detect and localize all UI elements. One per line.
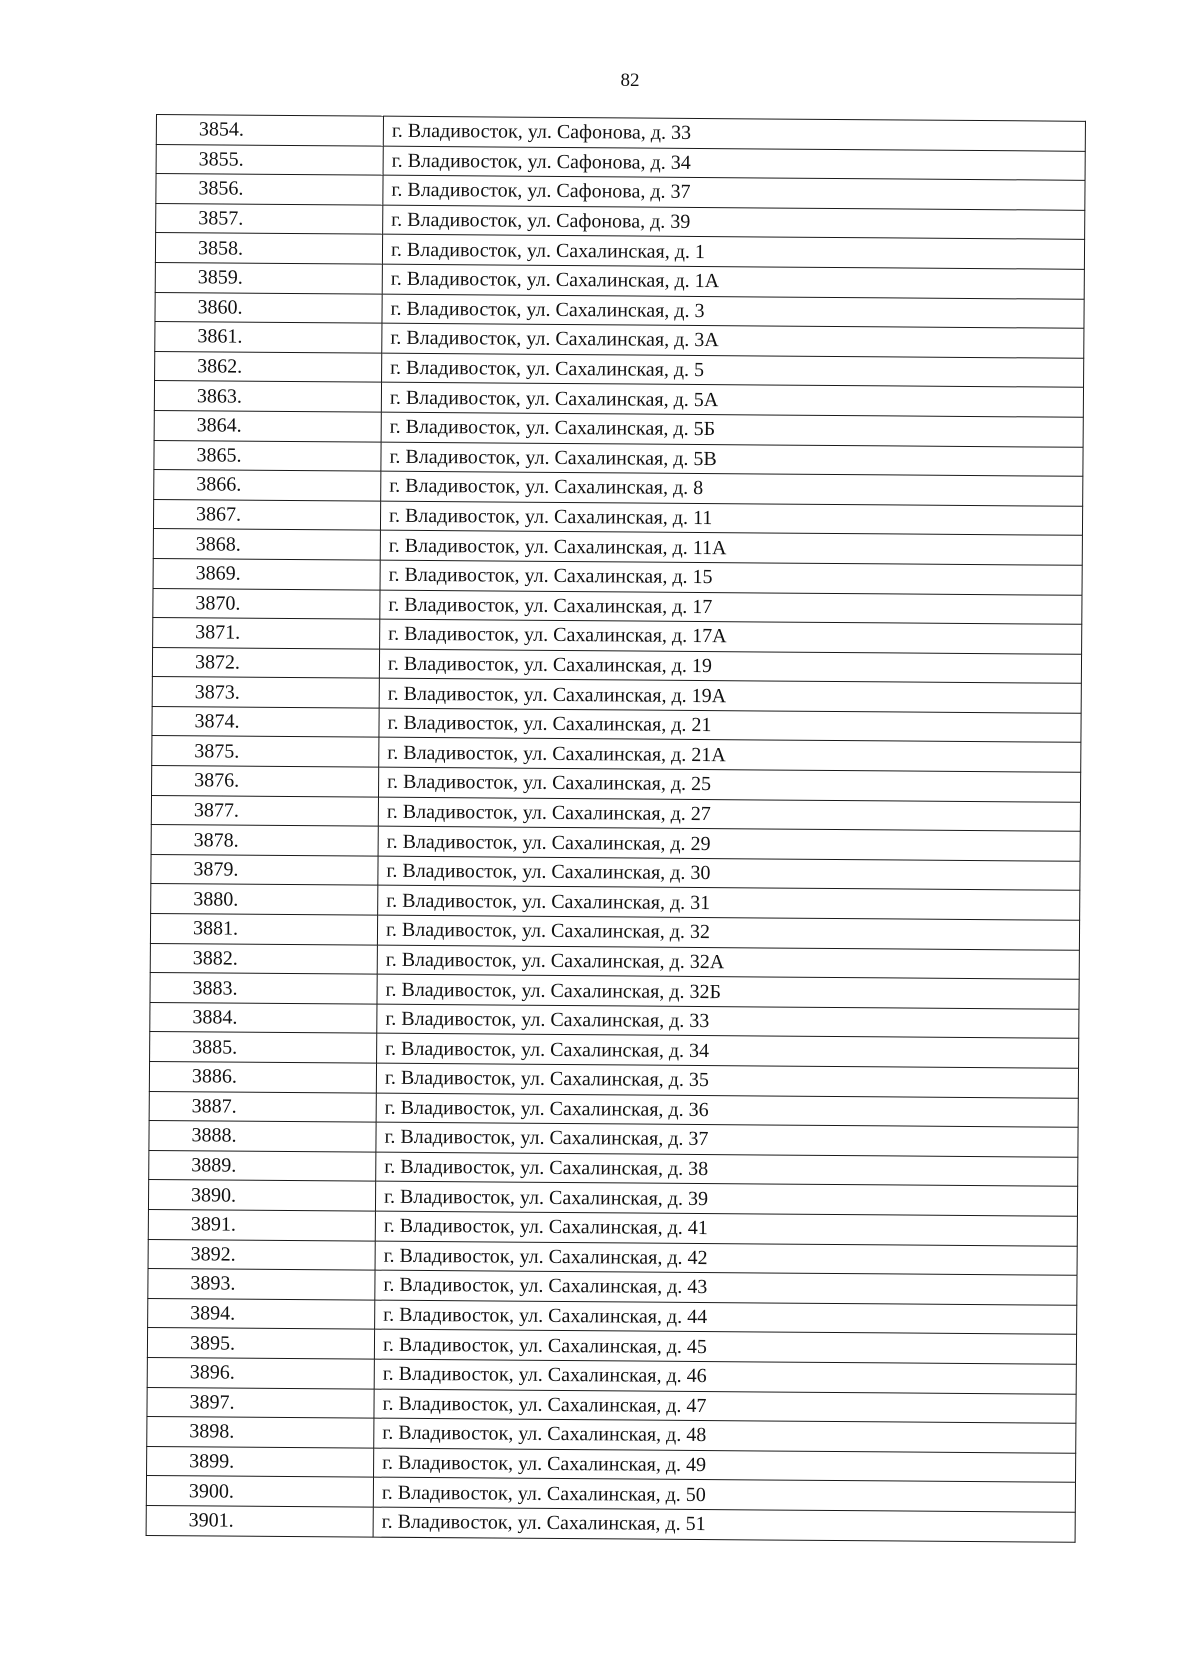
address-cell: г. Владивосток, ул. Сахалинская, д. 1 xyxy=(382,235,1084,270)
address-cell: г. Владивосток, ул. Сахалинская, д. 35 xyxy=(376,1063,1078,1098)
address-cell: г. Владивосток, ул. Сафонова, д. 33 xyxy=(383,116,1085,151)
address-cell: г. Владивосток, ул. Сахалинская, д. 11 xyxy=(380,501,1082,536)
row-number: 3873. xyxy=(152,677,379,708)
address-cell: г. Владивосток, ул. Сахалинская, д. 21А xyxy=(379,738,1081,773)
address-cell: г. Владивосток, ул. Сахалинская, д. 37 xyxy=(376,1122,1078,1157)
row-number: 3855. xyxy=(156,144,383,175)
row-number: 3891. xyxy=(148,1209,375,1240)
address-cell: г. Владивосток, ул. Сахалинская, д. 5 xyxy=(382,353,1084,388)
address-cell: г. Владивосток, ул. Сахалинская, д. 30 xyxy=(378,856,1080,891)
address-cell: г. Владивосток, ул. Сахалинская, д. 46 xyxy=(374,1359,1076,1394)
row-number: 3890. xyxy=(148,1180,375,1211)
row-number: 3868. xyxy=(153,529,380,560)
address-cell: г. Владивосток, ул. Сахалинская, д. 17 xyxy=(380,590,1082,625)
row-number: 3863. xyxy=(154,381,381,412)
address-cell: г. Владивосток, ул. Сахалинская, д. 15 xyxy=(380,560,1082,595)
address-cell: г. Владивосток, ул. Сахалинская, д. 44 xyxy=(375,1300,1077,1335)
row-number: 3870. xyxy=(153,588,380,619)
address-cell: г. Владивосток, ул. Сахалинская, д. 32 xyxy=(377,915,1079,950)
row-number: 3862. xyxy=(155,351,382,382)
address-cell: г. Владивосток, ул. Сахалинская, д. 25 xyxy=(379,767,1081,802)
row-number: 3881. xyxy=(150,914,377,945)
row-number: 3877. xyxy=(151,795,378,826)
address-cell: г. Владивосток, ул. Сахалинская, д. 34 xyxy=(377,1034,1079,1069)
address-cell: г. Владивосток, ул. Сахалинская, д. 38 xyxy=(376,1152,1078,1187)
row-number: 3880. xyxy=(151,884,378,915)
row-number: 3889. xyxy=(149,1150,376,1181)
row-number: 3875. xyxy=(152,736,379,767)
row-number: 3871. xyxy=(153,618,380,649)
row-number: 3866. xyxy=(154,470,381,501)
address-cell: г. Владивосток, ул. Сахалинская, д. 51 xyxy=(373,1507,1075,1542)
address-cell: г. Владивосток, ул. Сахалинская, д. 31 xyxy=(378,886,1080,921)
address-cell: г. Владивосток, ул. Сахалинская, д. 33 xyxy=(377,1004,1079,1039)
address-cell: г. Владивосток, ул. Сахалинская, д. 50 xyxy=(373,1477,1075,1512)
address-cell: г. Владивосток, ул. Сахалинская, д. 41 xyxy=(375,1211,1077,1246)
address-cell: г. Владивосток, ул. Сахалинская, д. 8 xyxy=(381,471,1083,506)
row-number: 3858. xyxy=(155,233,382,264)
row-number: 3897. xyxy=(147,1387,374,1418)
address-cell: г. Владивосток, ул. Сахалинская, д. 27 xyxy=(378,797,1080,832)
row-number: 3861. xyxy=(155,322,382,353)
row-number: 3857. xyxy=(156,203,383,234)
address-cell: г. Владивосток, ул. Сахалинская, д. 29 xyxy=(378,826,1080,861)
row-number: 3872. xyxy=(152,647,379,678)
row-number: 3892. xyxy=(148,1239,375,1270)
address-table-body xyxy=(146,115,1085,1542)
row-number: 3894. xyxy=(148,1298,375,1329)
row-number: 3864. xyxy=(154,410,381,441)
row-number: 3879. xyxy=(151,854,378,885)
address-cell: г. Владивосток, ул. Сахалинская, д. 3 xyxy=(382,294,1084,329)
address-cell: г. Владивосток, ул. Сахалинская, д. 19А xyxy=(379,678,1081,713)
address-cell: г. Владивосток, ул. Сахалинская, д. 39 xyxy=(375,1182,1077,1217)
address-cell: г. Владивосток, ул. Сахалинская, д. 19 xyxy=(379,649,1081,684)
address-cell: г. Владивосток, ул. Сахалинская, д. 11А xyxy=(380,530,1082,565)
address-cell: г. Владивосток, ул. Сахалинская, д. 3А xyxy=(382,323,1084,358)
address-cell: г. Владивосток, ул. Сахалинская, д. 49 xyxy=(374,1448,1076,1483)
address-cell: г. Владивосток, ул. Сафонова, д. 34 xyxy=(383,146,1085,181)
address-cell: г. Владивосток, ул. Сахалинская, д. 36 xyxy=(376,1093,1078,1128)
row-number: 3865. xyxy=(154,440,381,471)
row-number: 3887. xyxy=(149,1091,376,1122)
address-cell: г. Владивосток, ул. Сахалинская, д. 48 xyxy=(374,1418,1076,1453)
row-number: 3899. xyxy=(147,1446,374,1477)
row-number: 3885. xyxy=(150,1032,377,1063)
row-number: 3859. xyxy=(155,262,382,293)
page-number: 82 xyxy=(620,70,640,91)
row-number: 3876. xyxy=(152,766,379,797)
row-number: 3896. xyxy=(147,1357,374,1388)
address-cell: г. Владивосток, ул. Сахалинская, д. 5В xyxy=(381,442,1083,477)
address-cell: г. Владивосток, ул. Сахалинская, д. 1А xyxy=(382,264,1084,299)
row-number: 3882. xyxy=(150,943,377,974)
address-cell: г. Владивосток, ул. Сахалинская, д. 32Б xyxy=(377,974,1079,1009)
row-number: 3874. xyxy=(152,706,379,737)
row-number: 3869. xyxy=(153,558,380,589)
address-table xyxy=(146,114,1086,1542)
address-table-container xyxy=(146,114,1086,1542)
address-cell: г. Владивосток, ул. Сахалинская, д. 17А xyxy=(380,619,1082,654)
address-cell: г. Владивосток, ул. Сафонова, д. 39 xyxy=(383,205,1085,240)
table-row xyxy=(146,1505,1075,1541)
address-cell: г. Владивосток, ул. Сахалинская, д. 42 xyxy=(375,1241,1077,1276)
row-number: 3878. xyxy=(151,825,378,856)
address-cell: г. Владивосток, ул. Сахалинская, д. 21 xyxy=(379,708,1081,743)
row-number: 3900. xyxy=(146,1476,373,1507)
row-number: 3901. xyxy=(146,1505,373,1536)
row-number: 3883. xyxy=(150,973,377,1004)
row-number: 3888. xyxy=(149,1121,376,1152)
row-number: 3860. xyxy=(155,292,382,323)
row-number: 3856. xyxy=(156,174,383,205)
row-number: 3893. xyxy=(148,1269,375,1300)
address-cell: г. Владивосток, ул. Сахалинская, д. 5А xyxy=(381,383,1083,418)
address-cell: г. Владивосток, ул. Сахалинская, д. 5Б xyxy=(381,412,1083,447)
row-number: 3884. xyxy=(150,1002,377,1033)
row-number: 3895. xyxy=(147,1328,374,1359)
row-number: 3867. xyxy=(153,499,380,530)
row-number: 3854. xyxy=(156,115,383,146)
row-number: 3886. xyxy=(149,1061,376,1092)
address-cell: г. Владивосток, ул. Сахалинская, д. 45 xyxy=(374,1329,1076,1364)
address-cell: г. Владивосток, ул. Сафонова, д. 37 xyxy=(383,175,1085,210)
address-cell: г. Владивосток, ул. Сахалинская, д. 32А xyxy=(377,945,1079,980)
address-cell: г. Владивосток, ул. Сахалинская, д. 47 xyxy=(374,1389,1076,1424)
row-number: 3898. xyxy=(147,1417,374,1448)
address-cell: г. Владивосток, ул. Сахалинская, д. 43 xyxy=(375,1270,1077,1305)
